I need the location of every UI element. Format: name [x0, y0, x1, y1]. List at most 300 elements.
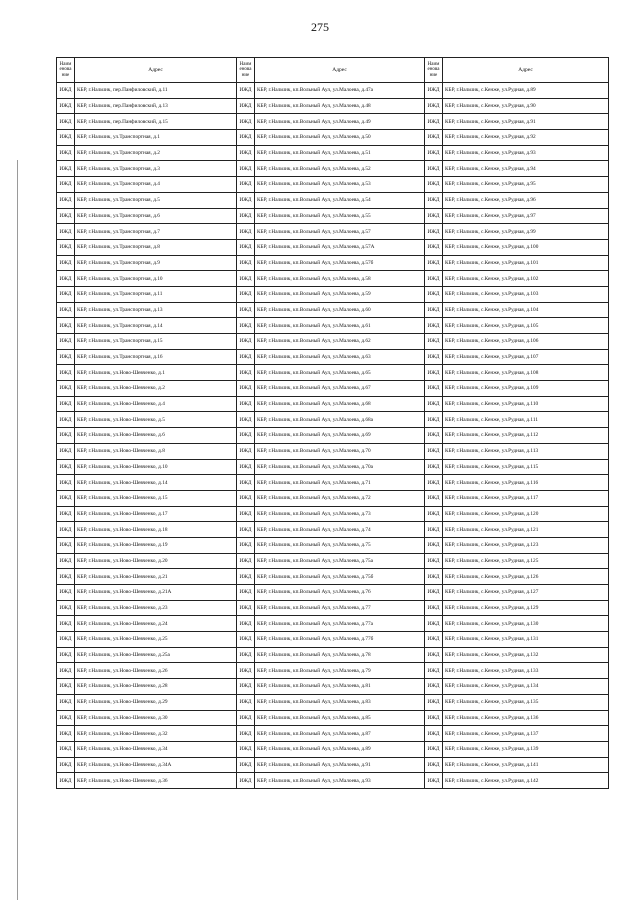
address-cell: КБР, г.Нальчик, с.Кенже, ул.Рудная, д.139	[443, 741, 609, 757]
object-type-cell: ИЖД	[237, 585, 255, 601]
table-row	[57, 459, 609, 475]
address-cell: КБР, г.Нальчик, с.Кенже, ул.Рудная, д.130	[443, 616, 609, 632]
address-cell: КБР, г.Нальчик, с.Кенже, ул.Рудная, д.129	[443, 600, 609, 616]
table-row	[57, 773, 609, 789]
object-type-cell: ИЖД	[425, 161, 443, 177]
address-cell: КБР, г.Нальчик, с.Кенже, ул.Рудная, д.95	[443, 177, 609, 193]
object-type-cell: ИЖД	[57, 318, 75, 334]
object-type-cell: ИЖД	[57, 694, 75, 710]
table-row	[57, 600, 609, 616]
address-cell: КБР, г.Нальчик, ул.Ново-Шевченко, д.36	[75, 773, 237, 789]
table-row	[57, 757, 609, 773]
address-cell: КБР, г.Нальчик, кп.Вольный Аул, ул.Малоева, д.54	[255, 192, 425, 208]
table-row	[57, 741, 609, 757]
address-cell: КБР, г.Нальчик, кп.Вольный Аул, ул.Малоева, д.57А	[255, 239, 425, 255]
address-cell: КБР, г.Нальчик, ул.Ново-Шевченко, д.23	[75, 600, 237, 616]
address-cell: КБР, г.Нальчик, с.Кенже, ул.Рудная, д.123	[443, 537, 609, 553]
address-cell: КБР, г.Нальчик, с.Кенже, ул.Рудная, д.96	[443, 192, 609, 208]
object-type-cell: ИЖД	[425, 412, 443, 428]
object-type-cell: ИЖД	[237, 459, 255, 475]
address-cell: КБР, г.Нальчик, с.Кенже, ул.Рудная, д.112	[443, 428, 609, 444]
object-type-cell: ИЖД	[425, 224, 443, 240]
page-number: 275	[311, 20, 329, 34]
object-type-cell: ИЖД	[237, 365, 255, 381]
object-type-cell: ИЖД	[425, 647, 443, 663]
object-type-cell: ИЖД	[237, 381, 255, 397]
object-type-cell: ИЖД	[237, 537, 255, 553]
address-cell: КБР, г.Нальчик, с.Кенже, ул.Рудная, д.104	[443, 302, 609, 318]
object-type-cell: ИЖД	[237, 553, 255, 569]
object-type-cell: ИЖД	[237, 271, 255, 287]
address-cell: КБР, г.Нальчик, кп.Вольный Аул, ул.Малоева, д.74	[255, 522, 425, 538]
object-type-cell: ИЖД	[57, 161, 75, 177]
object-type-cell: ИЖД	[237, 694, 255, 710]
object-type-cell: ИЖД	[57, 726, 75, 742]
address-cell: КБР, г.Нальчик, ул.Ново-Шевченко, д.18	[75, 522, 237, 538]
object-type-cell: ИЖД	[237, 98, 255, 114]
object-type-cell: ИЖД	[57, 302, 75, 318]
address-cell: КБР, г.Нальчик, с.Кенже, ул.Рудная, д.136	[443, 710, 609, 726]
object-type-cell: ИЖД	[425, 773, 443, 789]
address-cell: КБР, г.Нальчик, с.Кенже, ул.Рудная, д.107	[443, 349, 609, 365]
address-cell: КБР, г.Нальчик, ул.Ново-Шевченко, д.14	[75, 475, 237, 491]
address-cell: КБР, г.Нальчик, кп.Вольный Аул, ул.Малоева, д.77б	[255, 632, 425, 648]
object-type-cell: ИЖД	[237, 773, 255, 789]
object-type-cell: ИЖД	[57, 616, 75, 632]
table-row	[57, 349, 609, 365]
object-type-cell: ИЖД	[237, 130, 255, 146]
object-type-cell: ИЖД	[57, 114, 75, 130]
object-type-cell: ИЖД	[237, 663, 255, 679]
address-cell: КБР, г.Нальчик, кп.Вольный Аул, ул.Малоева, д.73	[255, 506, 425, 522]
object-type-cell: ИЖД	[57, 98, 75, 114]
address-cell: КБР, г.Нальчик, кп.Вольный Аул, ул.Малоева, д.48	[255, 98, 425, 114]
object-type-cell: ИЖД	[425, 616, 443, 632]
address-cell: КБР, г.Нальчик, с.Кенже, ул.Рудная, д.127	[443, 585, 609, 601]
address-cell: КБР, г.Нальчик, пер.Панфиловский, д.11	[75, 83, 237, 99]
address-cell: КБР, г.Нальчик, кп.Вольный Аул, ул.Малоева, д.85	[255, 710, 425, 726]
address-cell: КБР, г.Нальчик, с.Кенже, ул.Рудная, д.132	[443, 647, 609, 663]
object-type-cell: ИЖД	[57, 757, 75, 773]
object-type-cell: ИЖД	[237, 522, 255, 538]
object-type-cell: ИЖД	[425, 663, 443, 679]
table-row	[57, 98, 609, 114]
address-cell: КБР, г.Нальчик, ул.Транспортная, д.3	[75, 161, 237, 177]
address-cell: КБР, г.Нальчик, ул.Транспортная, д.2	[75, 145, 237, 161]
object-type-cell: ИЖД	[57, 679, 75, 695]
object-type-cell: ИЖД	[237, 490, 255, 506]
address-cell: КБР, г.Нальчик, кп.Вольный Аул, ул.Малоева, д.68а	[255, 412, 425, 428]
address-cell: КБР, г.Нальчик, с.Кенже, ул.Рудная, д.103	[443, 286, 609, 302]
object-type-cell: ИЖД	[425, 255, 443, 271]
address-cell: КБР, г.Нальчик, с.Кенже, ул.Рудная, д.101	[443, 255, 609, 271]
address-cell: КБР, г.Нальчик, ул.Транспортная, д.15	[75, 334, 237, 350]
object-type-cell: ИЖД	[237, 192, 255, 208]
table-row	[57, 318, 609, 334]
object-type-cell: ИЖД	[57, 663, 75, 679]
table-row	[57, 679, 609, 695]
address-cell: КБР, г.Нальчик, кп.Вольный Аул, ул.Малоева, д.57	[255, 224, 425, 240]
table-row	[57, 443, 609, 459]
address-cell: КБР, г.Нальчик, с.Кенже, ул.Рудная, д.117	[443, 490, 609, 506]
address-cell: КБР, г.Нальчик, ул.Ново-Шевченко, д.19	[75, 537, 237, 553]
address-cell: КБР, г.Нальчик, кп.Вольный Аул, ул.Малоева, д.62	[255, 334, 425, 350]
address-cell: КБР, г.Нальчик, кп.Вольный Аул, ул.Малоева, д.61	[255, 318, 425, 334]
address-cell: КБР, г.Нальчик, ул.Транспортная, д.4	[75, 177, 237, 193]
address-register-table	[56, 57, 609, 789]
address-cell: КБР, г.Нальчик, с.Кенже, ул.Рудная, д.110	[443, 396, 609, 412]
table-row	[57, 365, 609, 381]
object-type-cell: ИЖД	[425, 428, 443, 444]
address-cell: КБР, г.Нальчик, ул.Транспортная, д.10	[75, 271, 237, 287]
object-type-cell: ИЖД	[425, 757, 443, 773]
table-row	[57, 694, 609, 710]
address-cell: КБР, г.Нальчик, с.Кенже, ул.Рудная, д.125	[443, 553, 609, 569]
object-type-cell: ИЖД	[237, 741, 255, 757]
address-cell: КБР, г.Нальчик, ул.Ново-Шевченко, д.30	[75, 710, 237, 726]
object-type-cell: ИЖД	[425, 537, 443, 553]
object-type-cell: ИЖД	[425, 98, 443, 114]
address-cell: КБР, г.Нальчик, ул.Транспортная, д.5	[75, 192, 237, 208]
table-row	[57, 302, 609, 318]
address-cell: КБР, г.Нальчик, кп.Вольный Аул, ул.Малоева, д.59	[255, 286, 425, 302]
object-type-cell: ИЖД	[425, 192, 443, 208]
object-type-cell: ИЖД	[237, 208, 255, 224]
object-type-cell: ИЖД	[425, 459, 443, 475]
table-row	[57, 710, 609, 726]
object-type-cell: ИЖД	[237, 224, 255, 240]
address-cell: КБР, г.Нальчик, ул.Транспортная, д.16	[75, 349, 237, 365]
object-type-cell: ИЖД	[425, 271, 443, 287]
object-type-cell: ИЖД	[237, 161, 255, 177]
object-type-cell: ИЖД	[57, 506, 75, 522]
address-cell: КБР, г.Нальчик, с.Кенже, ул.Рудная, д.142	[443, 773, 609, 789]
object-type-cell: ИЖД	[57, 459, 75, 475]
table-row	[57, 177, 609, 193]
object-type-cell: ИЖД	[237, 757, 255, 773]
table-row	[57, 208, 609, 224]
address-cell: КБР, г.Нальчик, кп.Вольный Аул, ул.Малоева, д.78	[255, 647, 425, 663]
table-row	[57, 396, 609, 412]
table-row	[57, 145, 609, 161]
table-row	[57, 726, 609, 742]
address-cell: КБР, г.Нальчик, с.Кенже, ул.Рудная, д.137	[443, 726, 609, 742]
object-type-cell: ИЖД	[57, 600, 75, 616]
address-cell: КБР, г.Нальчик, кп.Вольный Аул, ул.Малоева, д.57б	[255, 255, 425, 271]
table-row	[57, 161, 609, 177]
object-type-cell: ИЖД	[57, 334, 75, 350]
address-cell: КБР, г.Нальчик, ул.Ново-Шевченко, д.5	[75, 412, 237, 428]
object-type-cell: ИЖД	[425, 679, 443, 695]
object-type-cell: ИЖД	[425, 239, 443, 255]
address-cell: КБР, г.Нальчик, ул.Транспортная, д.8	[75, 239, 237, 255]
address-cell: КБР, г.Нальчик, ул.Ново-Шевченко, д.34А	[75, 757, 237, 773]
address-cell: КБР, г.Нальчик, ул.Транспортная, д.6	[75, 208, 237, 224]
object-type-cell: ИЖД	[57, 443, 75, 459]
object-type-cell: ИЖД	[237, 647, 255, 663]
address-cell: КБР, г.Нальчик, ул.Ново-Шевченко, д.17	[75, 506, 237, 522]
table-row	[57, 428, 609, 444]
address-cell: КБР, г.Нальчик, кп.Вольный Аул, ул.Малоева, д.77	[255, 600, 425, 616]
address-cell: КБР, г.Нальчик, с.Кенже, ул.Рудная, д.141	[443, 757, 609, 773]
object-type-cell: ИЖД	[57, 475, 75, 491]
object-type-cell: ИЖД	[237, 710, 255, 726]
address-cell: КБР, г.Нальчик, кп.Вольный Аул, ул.Малоева, д.79	[255, 663, 425, 679]
address-cell: КБР, г.Нальчик, ул.Ново-Шевченко, д.24	[75, 616, 237, 632]
address-cell: КБР, г.Нальчик, кп.Вольный Аул, ул.Малоева, д.81	[255, 679, 425, 695]
address-cell: КБР, г.Нальчик, с.Кенже, ул.Рудная, д.135	[443, 694, 609, 710]
table-row	[57, 192, 609, 208]
address-cell: КБР, г.Нальчик, кп.Вольный Аул, ул.Малоева, д.53	[255, 177, 425, 193]
table-row	[57, 255, 609, 271]
object-type-cell: ИЖД	[237, 145, 255, 161]
object-type-cell: ИЖД	[237, 679, 255, 695]
address-cell: КБР, г.Нальчик, кп.Вольный Аул, ул.Малоева, д.87	[255, 726, 425, 742]
address-cell: КБР, г.Нальчик, кп.Вольный Аул, ул.Малоева, д.47а	[255, 83, 425, 99]
address-cell: КБР, г.Нальчик, кп.Вольный Аул, ул.Малоева, д.49	[255, 114, 425, 130]
address-cell: КБР, г.Нальчик, ул.Ново-Шевченко, д.6	[75, 428, 237, 444]
object-type-cell: ИЖД	[425, 114, 443, 130]
object-type-cell: ИЖД	[425, 569, 443, 585]
address-cell: КБР, г.Нальчик, ул.Ново-Шевченко, д.15	[75, 490, 237, 506]
object-type-cell: ИЖД	[425, 506, 443, 522]
object-type-cell: ИЖД	[57, 553, 75, 569]
object-type-cell: ИЖД	[237, 349, 255, 365]
address-cell: КБР, г.Нальчик, с.Кенже, ул.Рудная, д.109	[443, 381, 609, 397]
object-type-cell: ИЖД	[57, 741, 75, 757]
object-type-cell: ИЖД	[425, 632, 443, 648]
address-cell: КБР, г.Нальчик, кп.Вольный Аул, ул.Малоева, д.83	[255, 694, 425, 710]
object-type-cell: ИЖД	[57, 255, 75, 271]
object-type-cell: ИЖД	[57, 396, 75, 412]
table-row	[57, 381, 609, 397]
object-type-cell: ИЖД	[425, 302, 443, 318]
address-cell: КБР, г.Нальчик, ул.Ново-Шевченко, д.25а	[75, 647, 237, 663]
object-type-cell: ИЖД	[425, 475, 443, 491]
object-type-cell: ИЖД	[237, 302, 255, 318]
address-cell: КБР, г.Нальчик, с.Кенже, ул.Рудная, д.91	[443, 114, 609, 130]
table-row	[57, 224, 609, 240]
object-type-cell: ИЖД	[237, 726, 255, 742]
address-cell: КБР, г.Нальчик, ул.Ново-Шевченко, д.28	[75, 679, 237, 695]
object-type-cell: ИЖД	[237, 177, 255, 193]
object-type-cell: ИЖД	[425, 130, 443, 146]
address-cell: КБР, г.Нальчик, с.Кенже, ул.Рудная, д.99	[443, 224, 609, 240]
table-row	[57, 114, 609, 130]
address-cell: КБР, г.Нальчик, кп.Вольный Аул, ул.Малоева, д.60	[255, 302, 425, 318]
address-cell: КБР, г.Нальчик, с.Кенже, ул.Рудная, д.120	[443, 506, 609, 522]
object-type-cell: ИЖД	[237, 318, 255, 334]
object-type-cell: ИЖД	[237, 506, 255, 522]
object-type-cell: ИЖД	[237, 334, 255, 350]
address-cell: КБР, г.Нальчик, с.Кенже, ул.Рудная, д.92	[443, 130, 609, 146]
object-type-cell: ИЖД	[57, 773, 75, 789]
address-cell: КБР, г.Нальчик, ул.Транспортная, д.11	[75, 286, 237, 302]
table-row	[57, 663, 609, 679]
table-row	[57, 83, 609, 99]
table-row	[57, 585, 609, 601]
object-type-cell: ИЖД	[425, 710, 443, 726]
address-cell: КБР, г.Нальчик, пер.Панфиловский, д.15	[75, 114, 237, 130]
object-type-cell: ИЖД	[57, 192, 75, 208]
object-type-cell: ИЖД	[425, 490, 443, 506]
object-type-cell: ИЖД	[425, 600, 443, 616]
table-row	[57, 130, 609, 146]
object-type-cell: ИЖД	[57, 177, 75, 193]
object-type-cell: ИЖД	[57, 271, 75, 287]
address-cell: КБР, г.Нальчик, пер.Панфиловский, д.13	[75, 98, 237, 114]
address-cell: КБР, г.Нальчик, кп.Вольный Аул, ул.Малоева, д.51	[255, 145, 425, 161]
address-cell: КБР, г.Нальчик, кп.Вольный Аул, ул.Малоева, д.89	[255, 741, 425, 757]
table-row	[57, 522, 609, 538]
address-cell: КБР, г.Нальчик, кп.Вольный Аул, ул.Малоева, д.55	[255, 208, 425, 224]
object-type-cell: ИЖД	[425, 334, 443, 350]
object-type-cell: ИЖД	[237, 239, 255, 255]
address-cell: КБР, г.Нальчик, кп.Вольный Аул, ул.Малоева, д.77а	[255, 616, 425, 632]
object-type-cell: ИЖД	[57, 490, 75, 506]
type-column-header: Наим енова ние	[57, 58, 75, 83]
address-cell: КБР, г.Нальчик, с.Кенже, ул.Рудная, д.90	[443, 98, 609, 114]
object-type-cell: ИЖД	[57, 647, 75, 663]
object-type-cell: ИЖД	[57, 710, 75, 726]
object-type-cell: ИЖД	[425, 726, 443, 742]
object-type-cell: ИЖД	[57, 381, 75, 397]
object-type-cell: ИЖД	[425, 349, 443, 365]
address-cell: КБР, г.Нальчик, кп.Вольный Аул, ул.Малоева, д.65	[255, 365, 425, 381]
address-cell: КБР, г.Нальчик, ул.Ново-Шевченко, д.8	[75, 443, 237, 459]
object-type-cell: ИЖД	[425, 208, 443, 224]
address-cell: КБР, г.Нальчик, кп.Вольный Аул, ул.Малоева, д.71	[255, 475, 425, 491]
table-row	[57, 506, 609, 522]
object-type-cell: ИЖД	[237, 475, 255, 491]
object-type-cell: ИЖД	[237, 286, 255, 302]
address-cell: КБР, г.Нальчик, с.Кенже, ул.Рудная, д.106	[443, 334, 609, 350]
address-cell: КБР, г.Нальчик, ул.Ново-Шевченко, д.29	[75, 694, 237, 710]
address-cell: КБР, г.Нальчик, ул.Транспортная, д.7	[75, 224, 237, 240]
table-row	[57, 286, 609, 302]
object-type-cell: ИЖД	[57, 537, 75, 553]
table-row	[57, 632, 609, 648]
address-cell: КБР, г.Нальчик, с.Кенже, ул.Рудная, д.121	[443, 522, 609, 538]
address-cell: КБР, г.Нальчик, с.Кенже, ул.Рудная, д.113	[443, 443, 609, 459]
object-type-cell: ИЖД	[237, 114, 255, 130]
object-type-cell: ИЖД	[425, 585, 443, 601]
address-cell: КБР, г.Нальчик, с.Кенже, ул.Рудная, д.94	[443, 161, 609, 177]
object-type-cell: ИЖД	[57, 349, 75, 365]
address-cell: КБР, г.Нальчик, ул.Ново-Шевченко, д.34	[75, 741, 237, 757]
object-type-cell: ИЖД	[425, 694, 443, 710]
table-row	[57, 475, 609, 491]
object-type-cell: ИЖД	[237, 255, 255, 271]
table-row	[57, 490, 609, 506]
address-cell: КБР, г.Нальчик, с.Кенже, ул.Рудная, д.134	[443, 679, 609, 695]
object-type-cell: ИЖД	[237, 412, 255, 428]
address-cell: КБР, г.Нальчик, ул.Транспортная, д.13	[75, 302, 237, 318]
address-cell: КБР, г.Нальчик, ул.Ново-Шевченко, д.1	[75, 365, 237, 381]
address-column-header: Адрес	[255, 58, 425, 83]
address-cell: КБР, г.Нальчик, с.Кенже, ул.Рудная, д.93	[443, 145, 609, 161]
object-type-cell: ИЖД	[425, 396, 443, 412]
address-cell: КБР, г.Нальчик, кп.Вольный Аул, ул.Малоева, д.70а	[255, 459, 425, 475]
object-type-cell: ИЖД	[57, 585, 75, 601]
object-type-cell: ИЖД	[237, 569, 255, 585]
margin-rule	[17, 160, 18, 900]
address-cell: КБР, г.Нальчик, кп.Вольный Аул, ул.Малоева, д.91	[255, 757, 425, 773]
object-type-cell: ИЖД	[57, 224, 75, 240]
address-cell: КБР, г.Нальчик, кп.Вольный Аул, ул.Малоева, д.76	[255, 585, 425, 601]
address-cell: КБР, г.Нальчик, кп.Вольный Аул, ул.Малоева, д.63	[255, 349, 425, 365]
table-body	[57, 83, 609, 789]
type-column-header: Наим енова ние	[237, 58, 255, 83]
address-cell: КБР, г.Нальчик, ул.Транспортная, д.1	[75, 130, 237, 146]
address-cell: КБР, г.Нальчик, ул.Ново-Шевченко, д.21А	[75, 585, 237, 601]
object-type-cell: ИЖД	[425, 83, 443, 99]
address-cell: КБР, г.Нальчик, кп.Вольный Аул, ул.Малоева, д.75а	[255, 553, 425, 569]
address-cell: КБР, г.Нальчик, кп.Вольный Аул, ул.Малоева, д.69	[255, 428, 425, 444]
address-cell: КБР, г.Нальчик, с.Кенже, ул.Рудная, д.126	[443, 569, 609, 585]
address-cell: КБР, г.Нальчик, с.Кенже, ул.Рудная, д.102	[443, 271, 609, 287]
address-column-header: Адрес	[443, 58, 609, 83]
object-type-cell: ИЖД	[425, 365, 443, 381]
object-type-cell: ИЖД	[425, 381, 443, 397]
object-type-cell: ИЖД	[57, 412, 75, 428]
table-row	[57, 239, 609, 255]
address-column-header: Адрес	[75, 58, 237, 83]
address-cell: КБР, г.Нальчик, ул.Ново-Шевченко, д.26	[75, 663, 237, 679]
object-type-cell: ИЖД	[57, 522, 75, 538]
object-type-cell: ИЖД	[57, 130, 75, 146]
object-type-cell: ИЖД	[57, 632, 75, 648]
object-type-cell: ИЖД	[57, 569, 75, 585]
address-cell: КБР, г.Нальчик, кп.Вольный Аул, ул.Малоева, д.93	[255, 773, 425, 789]
address-cell: КБР, г.Нальчик, ул.Ново-Шевченко, д.32	[75, 726, 237, 742]
object-type-cell: ИЖД	[425, 318, 443, 334]
address-cell: КБР, г.Нальчик, ул.Ново-Шевченко, д.10	[75, 459, 237, 475]
object-type-cell: ИЖД	[237, 83, 255, 99]
object-type-cell: ИЖД	[57, 239, 75, 255]
address-cell: КБР, г.Нальчик, ул.Ново-Шевченко, д.21	[75, 569, 237, 585]
address-cell: КБР, г.Нальчик, с.Кенже, ул.Рудная, д.97	[443, 208, 609, 224]
address-cell: КБР, г.Нальчик, ул.Ново-Шевченко, д.2	[75, 381, 237, 397]
address-cell: КБР, г.Нальчик, кп.Вольный Аул, ул.Малоева, д.52	[255, 161, 425, 177]
address-cell: КБР, г.Нальчик, ул.Ново-Шевченко, д.20	[75, 553, 237, 569]
object-type-cell: ИЖД	[57, 145, 75, 161]
table-row	[57, 553, 609, 569]
object-type-cell: ИЖД	[237, 632, 255, 648]
object-type-cell: ИЖД	[57, 83, 75, 99]
object-type-cell: ИЖД	[425, 553, 443, 569]
table-row	[57, 569, 609, 585]
address-cell: КБР, г.Нальчик, с.Кенже, ул.Рудная, д.108	[443, 365, 609, 381]
address-cell: КБР, г.Нальчик, с.Кенже, ул.Рудная, д.111	[443, 412, 609, 428]
address-cell: КБР, г.Нальчик, с.Кенже, ул.Рудная, д.105	[443, 318, 609, 334]
table-row	[57, 334, 609, 350]
address-cell: КБР, г.Нальчик, с.Кенже, ул.Рудная, д.89	[443, 83, 609, 99]
table-row	[57, 271, 609, 287]
address-cell: КБР, г.Нальчик, ул.Транспортная, д.14	[75, 318, 237, 334]
table-row	[57, 412, 609, 428]
object-type-cell: ИЖД	[237, 443, 255, 459]
address-cell: КБР, г.Нальчик, с.Кенже, ул.Рудная, д.133	[443, 663, 609, 679]
object-type-cell: ИЖД	[57, 428, 75, 444]
address-cell: КБР, г.Нальчик, кп.Вольный Аул, ул.Малоева, д.58	[255, 271, 425, 287]
address-cell: КБР, г.Нальчик, с.Кенже, ул.Рудная, д.100	[443, 239, 609, 255]
address-cell: КБР, г.Нальчик, ул.Ново-Шевченко, д.4	[75, 396, 237, 412]
address-cell: КБР, г.Нальчик, кп.Вольный Аул, ул.Малоева, д.75б	[255, 569, 425, 585]
address-cell: КБР, г.Нальчик, с.Кенже, ул.Рудная, д.116	[443, 475, 609, 491]
object-type-cell: ИЖД	[425, 741, 443, 757]
object-type-cell: ИЖД	[237, 428, 255, 444]
